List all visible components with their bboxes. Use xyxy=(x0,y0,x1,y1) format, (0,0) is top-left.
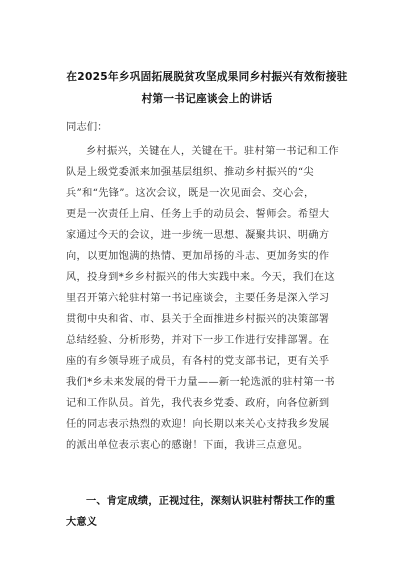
title-line-2: 村第一书记座谈会上的讲话 xyxy=(141,93,273,105)
paragraph-line: 记和工作队员。首先，我代表乡党委、政府，向各位新到 xyxy=(66,398,330,409)
paragraph-line: 我们*乡未来发展的骨干力量——新一轮选派的驻村第一书 xyxy=(66,377,335,388)
paragraph-line: 的派出单位表示衷心的感谢！下面，我讲三点意见。 xyxy=(66,440,309,451)
paragraph-line: 队是上级党委派来加强基层组织、推动乡村振兴的“尖 xyxy=(66,167,314,178)
paragraph-line: 里召开第六轮驻村第一书记座谈会，主要任务是深入学习 xyxy=(66,293,330,304)
paragraph-line: 家通过今天的会议，进一步统一思想、凝聚共识、明确方 xyxy=(66,230,330,241)
paragraph-line: 座的有乡领导班子成员，有各村的党支部书记，更有关乎 xyxy=(66,356,330,367)
paragraph-line: 更是一次责任上肩、任务上手的动员会、誓师会。希望大 xyxy=(66,209,330,220)
paragraph-line: 风，投身到*乡乡村振兴的伟大实践中来。今天，我们在这 xyxy=(66,272,335,283)
paragraph-line: 任的同志表示热烈的欢迎！向长期以来关心支持我乡发展 xyxy=(66,419,330,430)
paragraph-line: 向，以更加饱满的热情、更加昂扬的斗志、更加务实的作 xyxy=(66,251,330,262)
salutation: 同志们： xyxy=(66,121,108,133)
section-heading-line-2: 大意义 xyxy=(66,517,98,528)
paragraph-line: 总结经验、分析形势，并对下一步工作进行安排部署。在 xyxy=(66,335,330,346)
paragraph-line: 乡村振兴，关键在人，关键在干。驻村第一书记和工作 xyxy=(86,146,339,157)
title-line-1: 在2025年乡巩固拓展脱贫攻坚成果同乡村振兴有效衔接驻 xyxy=(66,71,348,83)
paragraph-line: 贯彻中央和省、市、县关于全面推进乡村振兴的决策部署 xyxy=(66,314,330,325)
paragraph-line: 兵”和“先锋”。这次会议，既是一次见面会、交心会， xyxy=(66,188,315,199)
section-heading-line-1: 一、肯定成绩，正视过往，深刻认识驻村帮扶工作的重 xyxy=(86,496,336,507)
document-title xyxy=(50,66,364,110)
